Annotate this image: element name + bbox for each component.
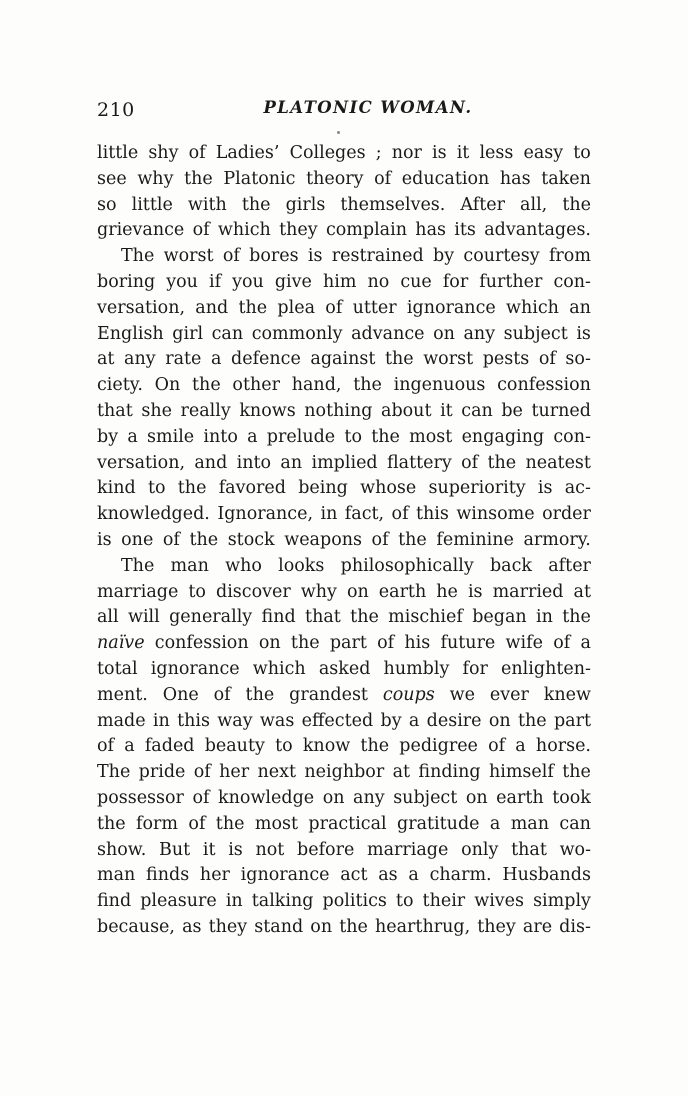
text-line: total ignorance which asked humbly for enlighten- — [97, 658, 591, 679]
text-line: show. But it is not before marriage only that wo- — [97, 839, 591, 860]
running-header — [97, 98, 591, 124]
text-line: is one of the stock weapons of the feminine armory. — [97, 529, 591, 550]
text-line: by a smile into a prelude to the most engaging con- — [97, 426, 591, 447]
text-line: possessor of knowledge on any subject on earth took — [97, 787, 591, 808]
text-line: find pleasure in talking politics to their wives simply — [97, 891, 591, 912]
text-line: because, as they stand on the hearthrug, they are dis- — [97, 916, 591, 937]
text-line: see why the Platonic theory of education has taken — [97, 168, 591, 189]
text-line: boring you if you give him no cue for further con- — [97, 271, 591, 292]
text-line: versation, and into an implied flattery of the neatest — [97, 452, 591, 473]
text-line: so little with the girls themselves. After all, the — [97, 194, 591, 215]
text-line: all will generally find that the mischief began in the — [97, 607, 591, 628]
text-line: ciety. On the other hand, the ingenuous confession — [97, 375, 591, 396]
text-line: versation, and the plea of utter ignorance which an — [97, 297, 591, 318]
text-line: the form of the most practical gratitude a man can — [97, 813, 591, 834]
scan-artifact-dot — [337, 131, 340, 134]
text-line: English girl can commonly advance on any subject is — [97, 323, 591, 344]
text-line: grievance of which they complain has its advantages. — [97, 220, 591, 241]
text-line: marriage to discover why on earth he is married at — [97, 581, 591, 602]
text-line: ment. One of the grandest coups we ever knew — [97, 684, 591, 705]
text-line: of a faded beauty to know the pedigree of a horse. — [97, 736, 591, 757]
text-line: knowledged. Ignorance, in fact, of this winsome order — [97, 504, 591, 525]
running-title: PLATONIC WOMAN. — [263, 98, 473, 117]
text-line: The man who looks philosophically back after — [121, 555, 591, 576]
text-line: at any rate a defence against the worst pests of so- — [97, 349, 591, 370]
text-line: kind to the favored being whose superiority is ac- — [97, 478, 591, 499]
text-line: The worst of bores is restrained by courtesy from — [121, 246, 591, 267]
page-body — [97, 141, 591, 941]
text-line: little shy of Ladies’ Colleges ; nor is it less easy to — [97, 143, 591, 163]
text-line: The pride of her next neighbor at finding himself the — [97, 762, 591, 783]
text-line: man finds her ignorance act as a charm. Husbands — [97, 865, 591, 886]
text-line: made in this way was effected by a desire on the part — [97, 710, 591, 731]
text-line: that she really knows nothing about it can be turned — [97, 400, 591, 421]
page-number: 210 — [97, 99, 135, 121]
text-line: naïve confession on the part of his future wife of a — [97, 633, 591, 654]
